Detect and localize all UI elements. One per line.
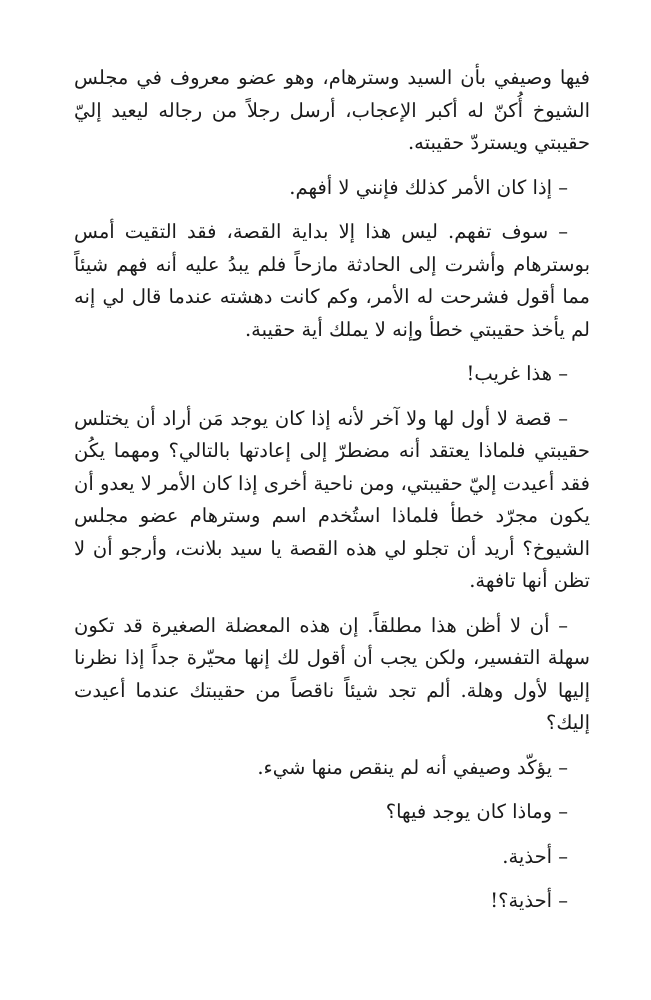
paragraph-6: – أن لا أظن هذا مطلقاً. إن هذه المعضلة الصغيرة قد تكون سهلة التفسير، ولكن يجب أن أقول لك إنها محيّرة جداً إذا نظرنا إليها لأول وهلة. ألم تجد شيئاً ناقصاً من حقيبتك عندما أعيدت إليك؟ xyxy=(74,613,590,734)
paragraph-8: – وماذا كان يوجد فيها؟ xyxy=(385,800,568,823)
paragraph-9: – أحذية. xyxy=(502,844,568,868)
paragraph-3: – سوف تفهم. ليس هذا إلا بداية القصة، فقد التقيت أمس بوسترهام وأشرت إلى الحادثة مازحاً فلم يبدُ عليه أنه فهم شيئاً مما أقول فشرحت له الأمر، وكم كانت دهشته عندما قال لي إنه لم يأخذ حقيبتي خطأ وإنه لا يملك أية حقيبة. xyxy=(74,220,590,341)
paragraph-1: فيها وصيفي بأن السيد وسترهام، وهو عضو معروف في مجلس الشيوخ أُكنّ له أكبر الإعجاب، أرسل رجلاً من رجاله ليعيد إليّ حقيبتي ويستردّ حقيبته. xyxy=(74,66,590,154)
paragraph-2: – إذا كان الأمر كذلك فإنني لا أفهم. xyxy=(289,175,568,199)
paragraph-10: – أحذية؟! xyxy=(490,889,568,912)
book-page xyxy=(74,62,590,930)
paragraph-4: – هذا غريب! xyxy=(466,362,568,385)
paragraph-7: – يؤكّد وصيفي أنه لم ينقص منها شيء. xyxy=(257,755,568,779)
paragraph-5: – قصة لا أول لها ولا آخر لأنه إذا كان يوجد مَن أراد أن يختلس حقيبتي فلماذا يعتقد أنه مضطرّ إلى إعادتها بالتالي؟ ومهما يكُن فقد أعيدت إليّ حقيبتي، ومن ناحية أخرى إذا كان الأمر لا يعدو أن يكون مجرّد خطأ فلماذا استُخدم اسم وسترهام عضو مجلس الشيوخ؟ أريد أن تجلو لي هذه القصة يا سيد بلانت، وأرجو أن لا تظن أنها تافهة. xyxy=(74,406,590,592)
